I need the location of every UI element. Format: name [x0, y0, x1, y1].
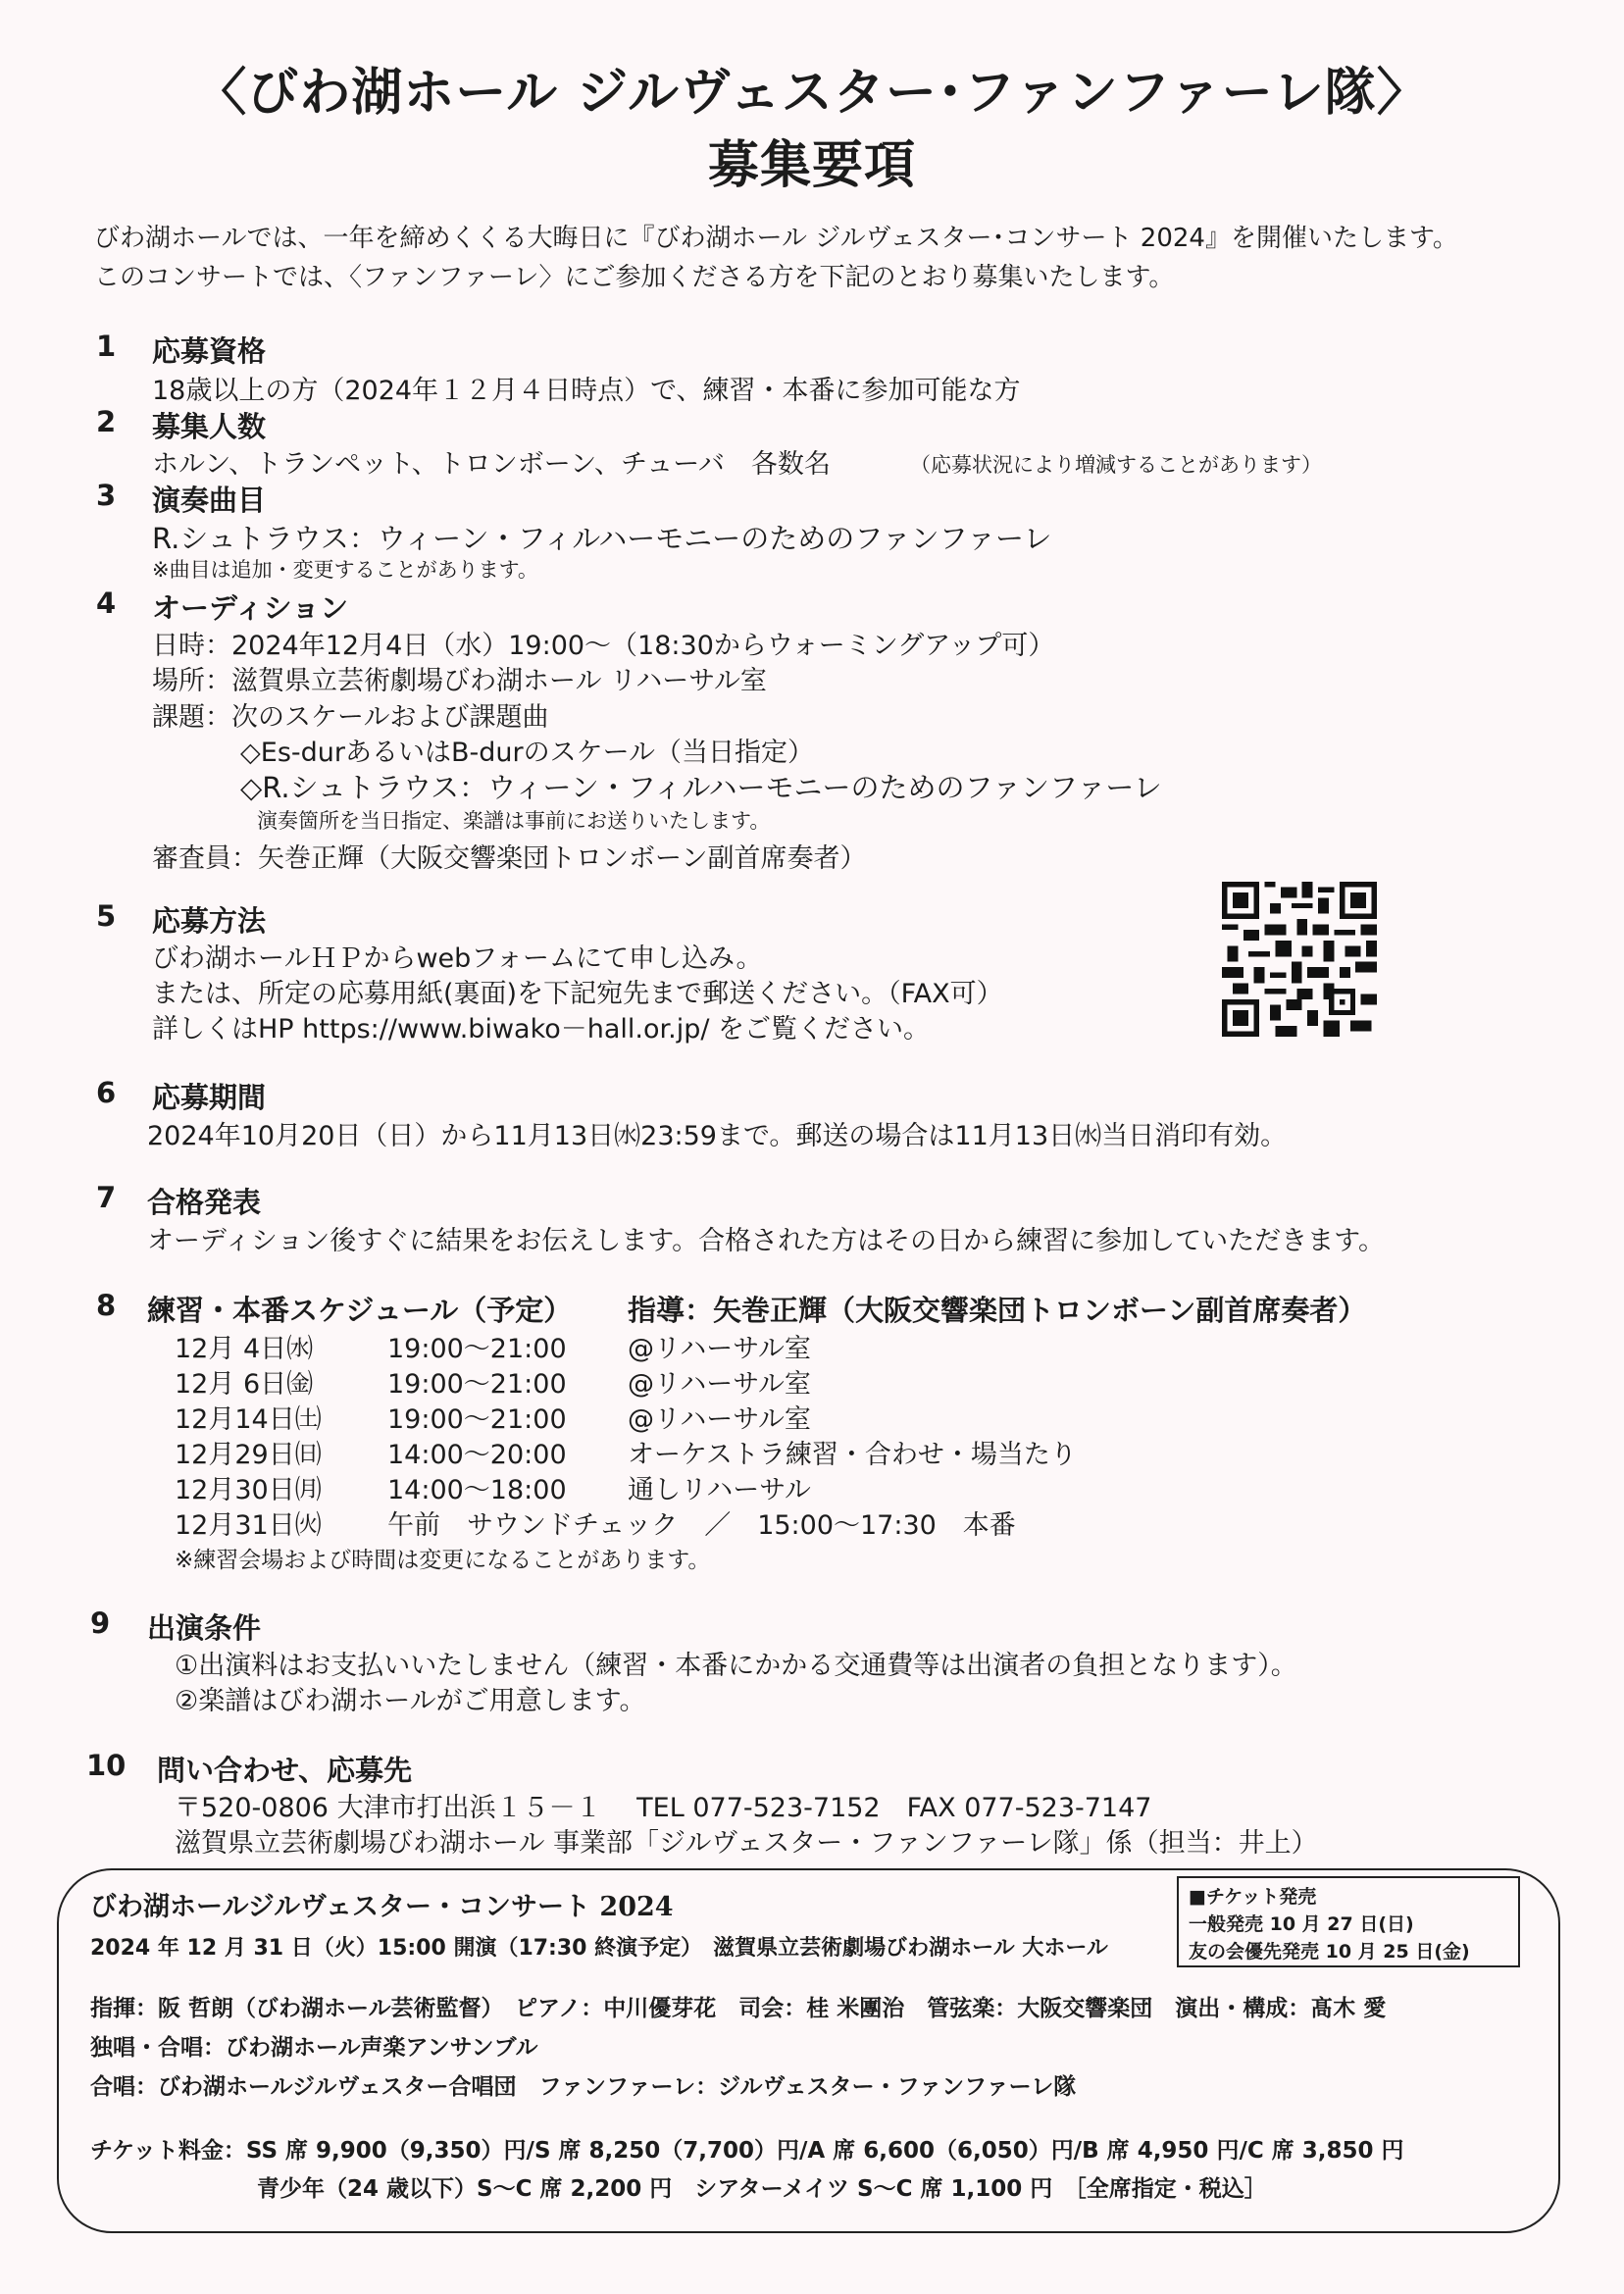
section-8-heading: 練習・本番スケジュール（予定） — [147, 1294, 573, 1327]
audition-place: 場所：滋賀県立芸術劇場びわ湖ホール リハーサル室 — [152, 666, 767, 696]
section-7-heading: 合格発表 — [147, 1186, 262, 1219]
page-title: 〈びわ湖ホール ジルヴェスター･ファンファーレ隊〉 — [195, 64, 1429, 123]
audition-date: 日時：2024年12月4日（水）19:00～（18:30からウォーミングアップ可） — [152, 631, 1055, 661]
condition-fee: ①出演料はお支払いいたしません（練習・本番にかかる交通費等は出演者の負担となります）。 — [175, 1651, 1297, 1681]
schedule-note: ※練習会場および時間は変更になることがあります。 — [175, 1548, 711, 1573]
section-9-number: 9 — [90, 1606, 111, 1640]
schedule-row-5-date: 12月30日㈪ — [175, 1475, 322, 1505]
intro-line-2: このコンサートでは、〈ファンファーレ〉にご参加くださる方を下記のとおり募集いたします。 — [94, 263, 1175, 292]
schedule-row-3-date: 12月14日㈯ — [175, 1404, 322, 1435]
page-subtitle: 募集要項 — [707, 136, 916, 195]
section-5-number: 5 — [96, 899, 117, 933]
schedule-row-5-place: 通しリハーサル — [628, 1475, 811, 1505]
schedule-row-2-place: @リハーサル室 — [628, 1369, 811, 1400]
schedule-row-4-date: 12月29日㈰ — [175, 1440, 322, 1470]
audition-task-note: 演奏箇所を当日指定、楽譜は事前にお送りいたします。 — [257, 809, 771, 833]
section-5-heading: 応募方法 — [152, 904, 267, 938]
contact-office: 滋賀県立芸術劇場びわ湖ホール 事業部「ジルヴェスター・ファンファーレ隊」係（担当：井上） — [175, 1828, 1318, 1859]
schedule-row-3-time: 19:00～21:00 — [387, 1404, 567, 1435]
audition-task: 課題：次のスケールおよび課題曲 — [152, 702, 549, 733]
condition-score: ②楽譜はびわ湖ホールがご用意します。 — [175, 1686, 646, 1716]
schedule-row-2-date: 12月 6日㈮ — [175, 1369, 314, 1400]
section-8-number: 8 — [96, 1289, 117, 1322]
schedule-row-4-time: 14:00～20:00 — [387, 1440, 567, 1470]
apply-method-web: びわ湖ホールＨＰからwebフォームにて申し込み。 — [152, 943, 763, 974]
section-6-text: 2024年10月20日（日）から11月13日㈬23:59まで。郵送の場合は11月13日㈬当日消印有効。 — [147, 1121, 1288, 1151]
schedule-row-5-time: 14:00～18:00 — [387, 1475, 567, 1505]
concert-title: びわ湖ホールジルヴェスター・コンサート 2024 — [90, 1892, 674, 1922]
schedule-row-1-date: 12月 4日㈬ — [175, 1334, 314, 1364]
section-4-heading: オーディション — [152, 591, 349, 625]
qr-code-icon[interactable] — [1222, 882, 1377, 1037]
concert-chorus: 合唱：びわ湖ホールジルヴェスター合唱団 ファンファーレ：ジルヴェスター・ファンファーレ隊 — [90, 2074, 1077, 2100]
section-1-number: 1 — [96, 330, 117, 363]
contact-address: 〒520-0806 大津市打出浜１５－１ TEL 077-523-7152 FAX 077-523-7147 — [175, 1793, 1152, 1823]
apply-method-mail: または、所定の応募用紙(裏面)を下記宛先まで郵送ください。（FAX可） — [152, 979, 1003, 1009]
schedule-row-1-place: @リハーサル室 — [628, 1334, 811, 1364]
audition-task-piece: ◇R.シュトラウス：ウィーン・フィルハーモニーのためのファンファーレ — [240, 771, 1162, 804]
section-6-number: 6 — [96, 1076, 117, 1109]
ticket-sale-heading: ■チケット発売 — [1189, 1886, 1317, 1908]
section-9-heading: 出演条件 — [147, 1611, 262, 1645]
section-6-heading: 応募期間 — [152, 1081, 267, 1114]
schedule-row-6-time: 午前 サウンドチェック ／ 15:00～17:30 本番 — [387, 1510, 1016, 1541]
section-3-text: R.シュトラウス：ウィーン・フィルハーモニーのためのファンファーレ — [152, 522, 1052, 555]
section-3-note: ※曲目は追加・変更することがあります。 — [152, 558, 538, 582]
ticket-prices-youth: 青少年（24 歳以下）S～C 席 2,200 円 シアターメイツ S～C 席 1,100 円 ［全席指定・税込］ — [257, 2176, 1267, 2202]
ticket-sale-member: 友の会優先発売 10 月 25 日(金) — [1189, 1941, 1470, 1963]
schedule-row-2-time: 19:00～21:00 — [387, 1369, 567, 1400]
schedule-row-1-time: 19:00～21:00 — [387, 1334, 567, 1364]
concert-soloists: 独唱・合唱：びわ湖ホール声楽アンサンブル — [90, 2035, 538, 2061]
ticket-sale-general: 一般発売 10 月 27 日(日) — [1189, 1913, 1414, 1935]
concert-datetime: 2024 年 12 月 31 日（火）15:00 開演（17:30 終演予定） 滋賀県立芸術劇場びわ湖ホール 大ホール — [90, 1936, 1108, 1961]
intro-line-1: びわ湖ホールでは、一年を締めくくる大晦日に『びわ湖ホール ジルヴェスター･コンサート 2024』を開催いたします。 — [94, 224, 1458, 253]
section-10-heading: 問い合わせ、応募先 — [157, 1754, 413, 1787]
section-3-number: 3 — [96, 479, 117, 512]
section-1-heading: 応募資格 — [152, 334, 267, 368]
section-4-number: 4 — [96, 586, 117, 620]
section-10-number: 10 — [86, 1749, 127, 1782]
schedule-row-6-date: 12月31日㈫ — [175, 1510, 322, 1541]
section-8-director: 指導：矢巻正輝（大阪交響楽団トロンボーン副首席奏者） — [628, 1294, 1367, 1327]
section-7-text: オーディション後すぐに結果をお伝えします。合格された方はその日から練習に参加していただきます。 — [147, 1226, 1385, 1256]
audition-judge: 審査員：矢巻正輝（大阪交響楽団トロンボーン副首席奏者） — [152, 843, 867, 874]
apply-method-hp[interactable]: 詳しくはHP https://www.biwako－hall.or.jp/ をご覧ください。 — [152, 1014, 931, 1045]
concert-performers: 指揮：阪 哲朗（びわ湖ホール芸術監督） ピアノ：中川優芽花 司会：桂 米團治 管弦楽：大阪交響楽団 演出・構成：髙木 愛 — [90, 1996, 1387, 2021]
section-2-number: 2 — [96, 405, 117, 438]
section-2-text: ホルン、トランペット、トロンボーン、チューバ 各数名 — [152, 449, 831, 480]
section-7-number: 7 — [96, 1181, 117, 1214]
section-1-text: 18歳以上の方（2024年１２月４日時点）で、練習・本番に参加可能な方 — [152, 376, 1021, 406]
ticket-sale-box — [1177, 1876, 1520, 1967]
ticket-prices: チケット料金：SS 席 9,900（9,350）円/S 席 8,250（7,700）円/A 席 6,600（6,050）円/B 席 4,950 円/C 席 3,850 円 — [90, 2138, 1404, 2164]
section-2-note: （応募状況により増減することがあります） — [910, 453, 1322, 477]
schedule-row-3-place: @リハーサル室 — [628, 1404, 811, 1435]
schedule-row-4-place: オーケストラ練習・合わせ・場当たり — [628, 1440, 1077, 1470]
audition-task-scale: ◇Es-durあるいはB-durのスケール（当日指定） — [240, 738, 815, 768]
section-3-heading: 演奏曲目 — [152, 484, 267, 517]
section-2-heading: 募集人数 — [152, 410, 267, 443]
